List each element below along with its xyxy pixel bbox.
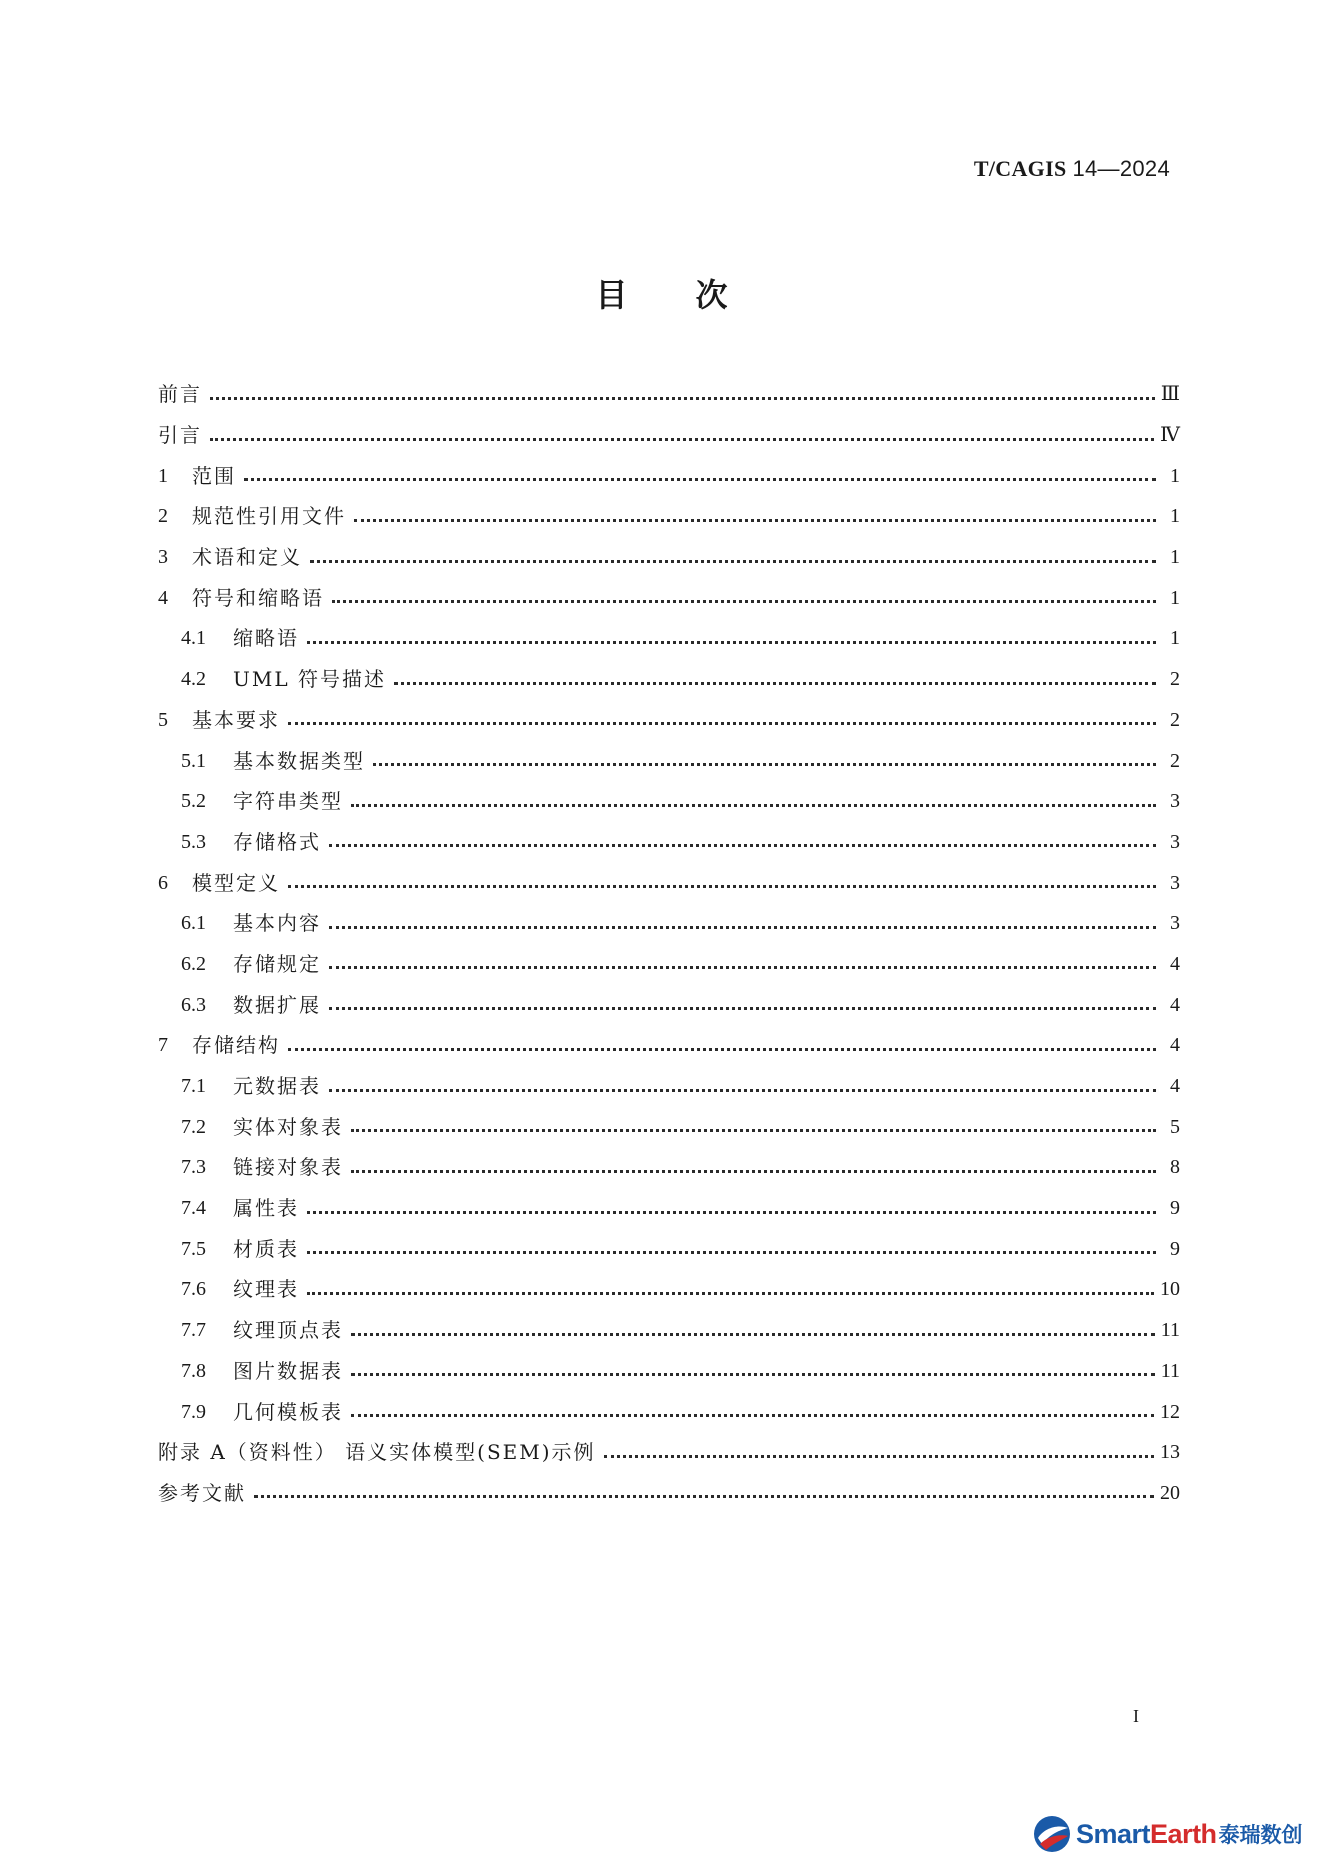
- toc-entry-title: 模型定义: [192, 870, 280, 895]
- toc-entry-label: [158, 1440, 596, 1464]
- toc-entry-page: 8: [1170, 1156, 1180, 1179]
- toc-entry-label: [181, 1237, 299, 1261]
- toc-entry[interactable]: [158, 903, 1180, 944]
- toc-entry-label: [181, 952, 321, 976]
- toc-entry-number: 3: [158, 546, 168, 569]
- toc-entry-page: 11: [1160, 1319, 1180, 1342]
- toc-entry-title: 纹理表: [233, 1277, 299, 1302]
- toc-entry-title: 基本内容: [233, 911, 321, 936]
- toc-entry-page: 12: [1160, 1400, 1180, 1423]
- toc-dot-leader: [351, 1414, 1154, 1417]
- toc-entry-number: 7.3: [181, 1156, 206, 1179]
- toc-entry-label: [181, 1318, 343, 1342]
- toc-entry-page: 3: [1170, 912, 1180, 935]
- toc-entry-label: [181, 749, 365, 773]
- toc-entry-title: 实体对象表: [233, 1114, 343, 1139]
- toc-entry-title: 元数据表: [233, 1074, 321, 1099]
- toc-entry-page: 5: [1170, 1115, 1180, 1138]
- toc-dot-leader: [351, 804, 1156, 807]
- toc-entry[interactable]: [158, 1147, 1180, 1188]
- toc-entry[interactable]: [158, 1025, 1180, 1066]
- toc-entry-number: 5: [158, 708, 168, 731]
- toc-entry-title: 符号和缩略语: [192, 585, 324, 610]
- toc-entry-label: [181, 1196, 299, 1220]
- toc-entry[interactable]: [158, 1473, 1180, 1514]
- table-of-contents: [158, 374, 1180, 1513]
- toc-entry-title: 存储规定: [233, 951, 321, 976]
- toc-dot-leader: [604, 1455, 1154, 1458]
- toc-dot-leader: [244, 478, 1156, 481]
- toc-entry-number: 6.2: [181, 952, 206, 975]
- toc-entry-title: 前言: [158, 382, 202, 407]
- toc-entry[interactable]: [158, 700, 1180, 741]
- toc-entry-number: 7.7: [181, 1319, 206, 1342]
- toc-entry-label: [158, 545, 302, 569]
- brand-name-chinese: 泰瑞数创: [1218, 1823, 1303, 1847]
- toc-entry-label: [158, 504, 346, 528]
- toc-entry-number: 5.3: [181, 830, 206, 853]
- toc-entry-label: [181, 1400, 343, 1424]
- toc-entry-title: 引言: [158, 423, 202, 448]
- toc-dot-leader: [288, 1048, 1156, 1051]
- toc-entry[interactable]: [158, 1106, 1180, 1147]
- toc-entry-title: 缩略语: [233, 626, 299, 651]
- toc-entry[interactable]: [158, 781, 1180, 822]
- toc-entry-label: [158, 423, 202, 447]
- toc-entry-number: 7.2: [181, 1115, 206, 1138]
- toc-entry-label: [181, 1277, 299, 1301]
- toc-entry-number: 6: [158, 871, 168, 894]
- toc-entry-number: 7.8: [181, 1359, 206, 1382]
- toc-dot-leader: [288, 722, 1156, 725]
- toc-entry-page: 2: [1170, 668, 1180, 691]
- page-title: 目次: [595, 276, 796, 314]
- page-number: I: [1133, 1706, 1139, 1726]
- toc-entry-number: 7.1: [181, 1075, 206, 1098]
- toc-entry-title: 字符串类型: [233, 789, 343, 814]
- toc-dot-leader: [351, 1333, 1155, 1336]
- toc-entry[interactable]: [158, 1269, 1180, 1310]
- toc-entry[interactable]: [158, 1391, 1180, 1432]
- standard-code-prefix: T/CAGIS: [973, 156, 1067, 181]
- toc-dot-leader: [307, 641, 1156, 644]
- toc-dot-leader: [329, 844, 1156, 847]
- toc-entry-page: 3: [1170, 830, 1180, 853]
- watermark: [1032, 1812, 1303, 1856]
- toc-entry-title: 几何模板表: [233, 1399, 343, 1424]
- toc-entry-number: 6.3: [181, 993, 206, 1016]
- standard-code: [974, 156, 1170, 182]
- toc-entry-number: 6.1: [181, 912, 206, 935]
- toc-entry[interactable]: [158, 1228, 1180, 1269]
- toc-entry-page: 20: [1160, 1481, 1180, 1504]
- toc-entry-number: 7.6: [181, 1278, 206, 1301]
- standard-code-number: 14—2024: [1072, 156, 1170, 181]
- toc-dot-leader: [351, 1373, 1155, 1376]
- toc-entry-label: [158, 1481, 246, 1505]
- toc-entry-page: Ⅳ: [1160, 424, 1180, 447]
- toc-entry-number: 7.9: [181, 1400, 206, 1423]
- toc-entry-page: 9: [1170, 1237, 1180, 1260]
- toc-entry-title: 图片数据表: [233, 1358, 343, 1383]
- toc-entry[interactable]: [158, 455, 1180, 496]
- toc-entry-title: 参考文献: [158, 1480, 246, 1505]
- toc-entry-page: 4: [1170, 993, 1180, 1016]
- toc-entry-page: 1: [1170, 627, 1180, 650]
- toc-entry-label: [181, 1074, 321, 1098]
- toc-entry[interactable]: [158, 1188, 1180, 1229]
- toc-entry[interactable]: [158, 618, 1180, 659]
- brand-name: [1076, 1819, 1217, 1850]
- toc-entry[interactable]: [158, 374, 1180, 415]
- smartearth-logo-icon: [1032, 1814, 1072, 1854]
- toc-entry-page: 4: [1170, 1075, 1180, 1098]
- toc-dot-leader: [307, 1211, 1156, 1214]
- toc-dot-leader: [329, 1007, 1156, 1010]
- toc-entry[interactable]: [158, 415, 1180, 456]
- toc-entry[interactable]: [158, 537, 1180, 578]
- toc-entry-title: 属性表: [233, 1196, 299, 1221]
- toc-dot-leader: [329, 966, 1156, 969]
- toc-entry-page: 3: [1170, 871, 1180, 894]
- toc-dot-leader: [307, 1251, 1156, 1254]
- toc-entry-title: 规范性引用文件: [192, 504, 346, 529]
- toc-dot-leader: [329, 1089, 1156, 1092]
- toc-entry-title: 存储格式: [233, 829, 321, 854]
- toc-entry-page: 1: [1170, 505, 1180, 528]
- toc-entry-title: 基本数据类型: [233, 748, 365, 773]
- toc-entry-number: 1: [158, 464, 168, 487]
- toc-entry-title: 基本要求: [192, 707, 280, 732]
- toc-entry-number: 2: [158, 505, 168, 528]
- toc-entry-title: 术语和定义: [192, 545, 302, 570]
- toc-dot-leader: [210, 438, 1154, 441]
- toc-dot-leader: [351, 1170, 1156, 1173]
- toc-entry-label: [181, 789, 343, 813]
- toc-entry[interactable]: [158, 577, 1180, 618]
- toc-dot-leader: [351, 1129, 1156, 1132]
- toc-entry-label: [158, 871, 280, 895]
- toc-entry-page: 4: [1170, 952, 1180, 975]
- toc-entry-number: 7: [158, 1034, 168, 1057]
- toc-entry-number: 5.2: [181, 790, 206, 813]
- toc-entry[interactable]: [158, 862, 1180, 903]
- toc-entry-number: 7.4: [181, 1197, 206, 1220]
- toc-entry-title: 材质表: [233, 1236, 299, 1261]
- toc-entry-label: [158, 1033, 280, 1057]
- toc-entry[interactable]: [158, 1351, 1180, 1392]
- toc-entry-title: UML 符号描述: [233, 667, 386, 692]
- toc-dot-leader: [354, 519, 1156, 522]
- toc-entry[interactable]: [158, 659, 1180, 700]
- toc-entry-label: [181, 667, 386, 691]
- toc-entry-title: 数据扩展: [233, 992, 321, 1017]
- toc-entry-label: [181, 1155, 343, 1179]
- toc-entry[interactable]: [158, 1066, 1180, 1107]
- toc-entry-page: 13: [1160, 1441, 1180, 1464]
- toc-entry-label: [181, 1115, 343, 1139]
- toc-dot-leader: [373, 763, 1156, 766]
- toc-entry-label: [181, 1359, 343, 1383]
- toc-dot-leader: [307, 1292, 1154, 1295]
- toc-entry-number: 4: [158, 586, 168, 609]
- toc-entry[interactable]: [158, 822, 1180, 863]
- toc-entry-label: [158, 586, 324, 610]
- toc-entry-page: 10: [1160, 1278, 1180, 1301]
- toc-dot-leader: [210, 397, 1155, 400]
- toc-entry-page: Ⅲ: [1160, 383, 1180, 406]
- toc-dot-leader: [254, 1495, 1154, 1498]
- toc-dot-leader: [329, 926, 1156, 929]
- toc-entry-label: [181, 993, 321, 1017]
- brand-name-earth: Earth: [1150, 1818, 1217, 1849]
- toc-entry-number: 7.5: [181, 1237, 206, 1260]
- toc-entry-page: 2: [1170, 749, 1180, 772]
- toc-dot-leader: [394, 682, 1156, 685]
- toc-entry-title: 存储结构: [192, 1033, 280, 1058]
- toc-entry[interactable]: [158, 944, 1180, 985]
- toc-entry-number: 4.2: [181, 668, 206, 691]
- toc-entry[interactable]: [158, 1310, 1180, 1351]
- toc-entry-title: 范围: [192, 463, 236, 488]
- toc-entry-title: 链接对象表: [233, 1155, 343, 1180]
- toc-entry-page: 4: [1170, 1034, 1180, 1057]
- toc-dot-leader: [288, 885, 1156, 888]
- toc-entry-label: [158, 382, 202, 406]
- toc-entry-label: [158, 464, 236, 488]
- toc-entry-page: 1: [1170, 546, 1180, 569]
- toc-entry-page: 1: [1170, 464, 1180, 487]
- toc-entry-page: 2: [1170, 708, 1180, 731]
- toc-entry-number: 5.1: [181, 749, 206, 772]
- toc-entry[interactable]: [158, 496, 1180, 537]
- toc-dot-leader: [310, 560, 1156, 563]
- toc-entry-title: 纹理顶点表: [233, 1318, 343, 1343]
- toc-entry-page: 9: [1170, 1197, 1180, 1220]
- toc-entry-number: 4.1: [181, 627, 206, 650]
- toc-entry[interactable]: [158, 1432, 1180, 1473]
- toc-entry[interactable]: [158, 740, 1180, 781]
- toc-entry-label: [158, 708, 280, 732]
- toc-entry-page: 3: [1170, 790, 1180, 813]
- brand-name-smart: Smart: [1076, 1818, 1151, 1849]
- toc-entry[interactable]: [158, 984, 1180, 1025]
- toc-entry-label: [181, 626, 299, 650]
- toc-dot-leader: [332, 600, 1156, 603]
- toc-entry-page: 11: [1160, 1359, 1180, 1382]
- toc-entry-title: 附录 A（资料性） 语义实体模型(SEM)示例: [158, 1440, 596, 1465]
- toc-entry-page: 1: [1170, 586, 1180, 609]
- toc-entry-label: [181, 830, 321, 854]
- toc-entry-label: [181, 911, 321, 935]
